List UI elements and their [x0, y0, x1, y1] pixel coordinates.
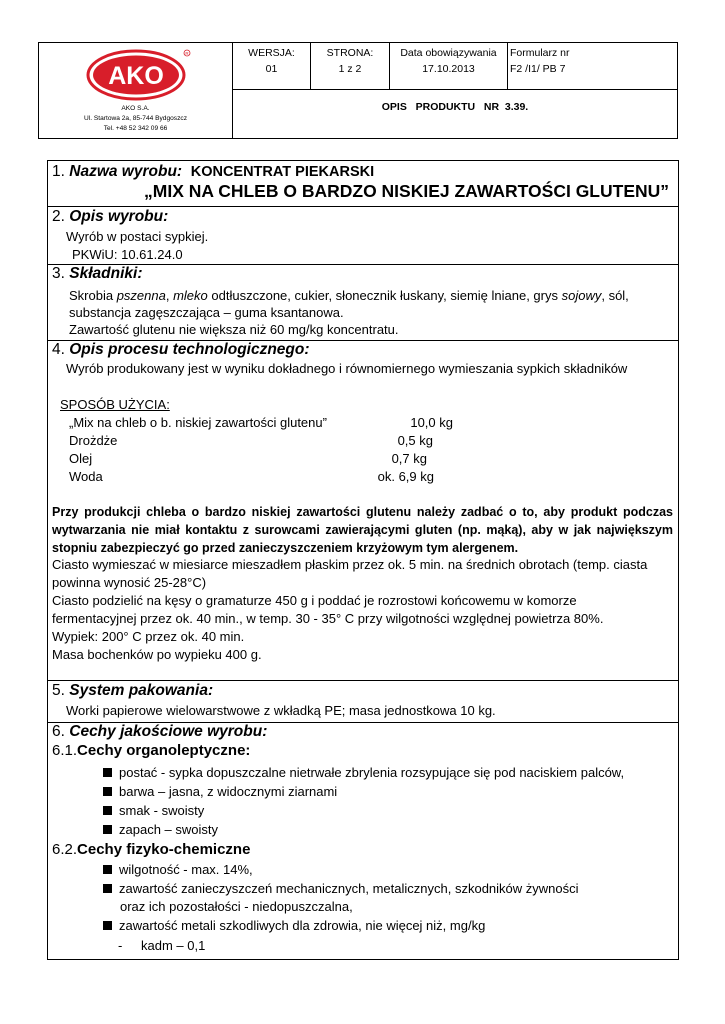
organoleptic-item: zapach – swoisty [103, 821, 218, 839]
square-bullet-icon [103, 787, 112, 796]
allergen-warning-line: wytwarzania nie miał kontaktu z surowcami zawierającymi gluten (np. mąką), aby w jak największym [52, 523, 673, 537]
physchem-item: wilgotność - max. 14%, [103, 861, 253, 879]
usage-item-name: Drożdże [69, 433, 118, 448]
packaging-description: Worki papierowe wielowarstwowe z wkładką PE; masa jednostkowa 10 kg. [66, 703, 496, 718]
company-logo [39, 43, 232, 138]
header-table [38, 42, 678, 139]
company-name: AKO S.A. [121, 105, 150, 112]
gluten-content: Zawartość glutenu nie większa niż 60 mg/kg koncentratu. [69, 322, 399, 337]
usage-item-qty: 0,7 kg [391, 451, 427, 466]
product-form: Wyrób w postaci sypkiej. [66, 229, 209, 244]
page-value: 1 z 2 [338, 63, 362, 75]
company-address: Ul. Startowa 2a, 85-744 Bydgoszcz [84, 115, 187, 122]
physchem-item-continued: oraz ich pozostałości - niedopuszczalna, [120, 899, 353, 914]
company-phone: Tel. +48 52 342 09 66 [103, 125, 168, 132]
metal-limit-item: kadm – 0,1 [141, 938, 206, 953]
physchem-item: zawartość metali szkodliwych dla zdrowia, nie więcej niż, mg/kg [103, 917, 485, 935]
section-1-heading: 1. Nazwa wyrobu: KONCENTRAT PIEKARSKI [52, 163, 375, 180]
process-step: Ciasto podzielić na kęsy o gramaturze 450 g i poddać je rozrostowi końcowemu w komorze [52, 593, 577, 608]
subsection-6-2-heading: 6.2.Cechy fizyko-chemiczne [52, 841, 251, 858]
allergen-warning-line: Przy produkcji chleba o bardzo niskiej zawartości glutenu należy zadbać o to, aby produkt podczas [52, 505, 673, 519]
product-category: KONCENTRAT PIEKARSKI [190, 164, 375, 180]
ingredients-line-2: substancja zagęszczająca – guma ksantanowa. [69, 305, 344, 320]
pkwiu-code: PKWiU: 10.61.24.0 [72, 247, 183, 262]
product-name: „MIX NA CHLEB O BARDZO NISKIEJ ZAWARTOŚCI GLUTENU” [144, 181, 670, 201]
divider [47, 206, 679, 207]
valid-date-label: Data obowiązywania [400, 47, 497, 59]
square-bullet-icon [103, 768, 112, 777]
divider [47, 680, 679, 681]
square-bullet-icon [103, 884, 112, 893]
process-step: Ciasto wymieszać w miesiarce mieszadłem płaskim przez ok. 5 min. na średnich obrotach (temp. ciasta [52, 557, 648, 572]
section-5-heading: 5. System pakowania: [52, 682, 214, 699]
usage-item-qty: 10,0 kg [410, 415, 453, 430]
metal-dash: - [118, 938, 123, 953]
usage-item-qty: ok. 6,9 kg [377, 469, 434, 484]
version-value: 01 [265, 63, 278, 75]
form-value: F2 /I1/ PB 7 [510, 63, 566, 75]
section-6-heading: 6. Cechy jakościowe wyrobu: [52, 723, 268, 740]
square-bullet-icon [103, 806, 112, 815]
square-bullet-icon [103, 921, 112, 930]
usage-heading: SPOSÓB UŻYCIA: [60, 397, 170, 412]
document-title: OPIS PRODUKTU NR 3.39. [381, 101, 529, 113]
square-bullet-icon [103, 825, 112, 834]
usage-item-name: Woda [69, 469, 103, 484]
process-step: Masa bochenków po wypieku 400 g. [52, 647, 262, 662]
page-label: STRONA: [326, 47, 374, 59]
section-3-heading: 3. Składniki: [52, 265, 143, 282]
subsection-6-1-heading: 6.1.Cechy organoleptyczne: [52, 742, 251, 759]
allergen-warning-line: stopniu zabezpieczyć go przed zanieczyszczeniem krzyżowym tym alergenem. [52, 541, 519, 555]
organoleptic-item: barwa – jasna, z widocznymi ziarnami [103, 783, 337, 801]
ingredients-line-1: Skrobia pszenna, mleko odtłuszczone, cukier, słonecznik łuskany, siemię lniane, grys sojowy, sól, [69, 288, 629, 303]
organoleptic-item: postać - sypka dopuszczalne nietrwałe zbrylenia rozsypujące się pod naciskiem palców, [103, 764, 624, 782]
process-step: fermentacyjnej przez ok. 40 min., w temp. 30 - 35° C przy wilgotności względnej powietrza 80%. [52, 611, 604, 626]
organoleptic-item: smak - swoisty [103, 802, 204, 820]
process-step: powinna wynosić 25-28°C) [52, 575, 207, 590]
section-4-heading: 4. Opis procesu technologicznego: [52, 341, 310, 358]
process-intro: Wyrób produkowany jest w wyniku dokładnego i równomiernego wymieszania sypkich składników [66, 361, 628, 376]
square-bullet-icon [103, 865, 112, 874]
process-step: Wypiek: 200° C przez ok. 40 min. [52, 629, 245, 644]
usage-item-name: „Mix na chleb o b. niskiej zawartości glutenu” [69, 415, 327, 430]
version-label: WERSJA: [248, 47, 295, 59]
logo-text: AKO [108, 62, 164, 90]
form-label: Formularz nr [510, 47, 570, 59]
usage-item-qty: 0,5 kg [397, 433, 433, 448]
physchem-item: zawartość zanieczyszczeń mechanicznych, metalicznych, szkodników żywności [103, 880, 579, 898]
usage-item-name: Olej [69, 451, 93, 466]
valid-date-value: 17.10.2013 [422, 63, 475, 75]
section-2-heading: 2. Opis wyrobu: [52, 208, 169, 225]
svg-text:R: R [185, 51, 189, 56]
